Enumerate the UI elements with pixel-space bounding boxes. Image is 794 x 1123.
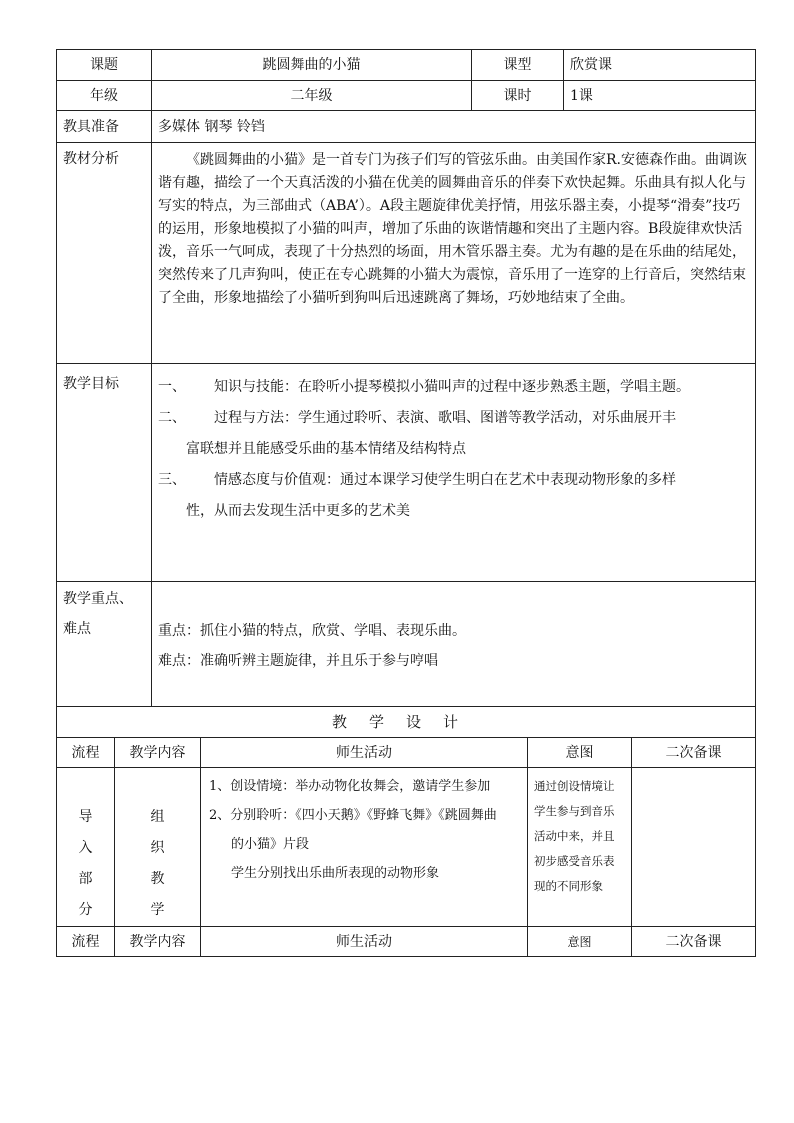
design-table (56, 706, 756, 957)
goal-number: 一、 (158, 379, 186, 395)
goal-number: 三、 (158, 472, 186, 488)
keypoints-label (57, 582, 152, 707)
analysis-text: 《跳圆舞曲的小猫》是一首专门为孩子们写的管弦乐曲。由美国作家R.安德森作曲。曲调诙谐有趣，描绘了一个天真活泼的小猫在优美的圆舞曲音乐的伴奏下欢快起舞。乐曲具有拟人化与写实的特点，为三部曲式（ABA’）。A段主题旋律优美抒情，用弦乐器主奏，小提琴“滑奏”技巧的运用，形象地模拟了小猫的叫声，增加了乐曲的诙谐情趣和突出了主题内容。B段旋律欢快活泼，音乐一气呵成，表现了十分热烈的场面，用木管乐器主奏。尤为有趣的是在乐曲的结尾处，突然传来了几声狗叫，使正在专心跳舞的小猫大为震惊，音乐用了一连穿的上行音后，突然结束了全曲，形象地描绘了小猫听到狗叫后迅速跳离了舞场，巧妙地结束了全曲。 (158, 152, 747, 306)
goal-continuation: 富联想并且能感受乐曲的基本情绪及结构特点 (186, 441, 466, 457)
process-char: 导 (78, 809, 93, 825)
footer-col-activity: 师生活动 (201, 927, 528, 957)
revision-cell (632, 768, 756, 927)
key-point: 重点：抓住小猫的特点，欣赏、学唱、表现乐曲。 (158, 623, 466, 639)
intent-line: 学生参与到音乐 (534, 804, 615, 818)
activity-line: 2、分别聆听：《四小天鹅》《野蜂飞舞》《跳圆舞曲 (209, 808, 497, 823)
goals-label: 教学目标 (57, 364, 152, 582)
type-label: 课型 (472, 50, 564, 81)
process-char: 分 (78, 902, 93, 918)
content-char: 组 (150, 809, 165, 825)
analysis-body (152, 143, 756, 364)
activity-line: 1、创设情境：举办动物化妆舞会，邀请学生参加 (209, 779, 491, 794)
intent-line: 通过创设情境让 (534, 779, 615, 793)
keypoints-label-line1: 教学重点、 (63, 591, 133, 607)
process-cell (57, 768, 115, 927)
content-cell (115, 768, 201, 927)
type-value: 欣赏课 (564, 50, 756, 81)
goals-body (152, 364, 756, 582)
topic-value: 跳圆舞曲的小猫 (152, 50, 472, 81)
design-title: 教学设计 (57, 707, 756, 738)
footer-col-intent: 意图 (528, 927, 632, 957)
keypoints-label-line2: 难点 (63, 621, 91, 637)
content-char: 学 (150, 902, 165, 918)
col-content: 教学内容 (115, 738, 201, 768)
goal-text: 过程与方法：学生通过聆听、表演、歌唱、图谱等教学活动，对乐曲展开丰 (214, 410, 676, 426)
intent-line: 初步感受音乐表 (534, 854, 615, 868)
goal-text: 知识与技能：在聆听小提琴模拟小猫叫声的过程中逐步熟悉主题，学唱主题。 (214, 379, 690, 395)
intent-line: 现的不同形象 (534, 879, 603, 893)
hours-label: 课时 (472, 81, 564, 111)
grade-label: 年级 (57, 81, 152, 111)
hours-value: 1课 (564, 81, 756, 111)
col-revision: 二次备课 (632, 738, 756, 768)
materials-label: 教具准备 (57, 111, 152, 143)
intent-line: 活动中来，并且 (534, 829, 615, 843)
lesson-plan-table (56, 49, 756, 707)
col-process: 流程 (57, 738, 115, 768)
process-char: 入 (78, 840, 93, 856)
activity-cell (201, 768, 528, 927)
activity-line: 学生分别找出乐曲所表现的动物形象 (231, 866, 440, 881)
difficulty-point: 难点：准确听辨主题旋律，并且乐于参与哼唱 (158, 653, 438, 669)
lesson-plan (56, 49, 755, 957)
process-char: 部 (78, 871, 93, 887)
grade-value: 二年级 (152, 81, 472, 111)
goal-item (158, 465, 747, 496)
content-char: 教 (150, 871, 165, 887)
footer-col-revision: 二次备课 (632, 927, 756, 957)
goal-number: 二、 (158, 410, 186, 426)
goal-item (158, 403, 747, 434)
materials-value: 多媒体 钢琴 铃铛 (152, 111, 756, 143)
col-intent: 意图 (528, 738, 632, 768)
goal-continuation: 性，从而去发现生活中更多的艺术美 (186, 503, 410, 519)
col-activity: 师生活动 (201, 738, 528, 768)
footer-col-content: 教学内容 (115, 927, 201, 957)
content-char: 织 (150, 840, 165, 856)
intent-cell (528, 768, 632, 927)
topic-label: 课题 (57, 50, 152, 81)
goal-item (158, 372, 747, 403)
goal-text: 情感态度与价值观：通过本课学习使学生明白在艺术中表现动物形象的多样 (214, 472, 676, 488)
keypoints-body (152, 582, 756, 707)
activity-line: 的小猫》片段 (231, 837, 310, 852)
analysis-label: 教材分析 (57, 143, 152, 364)
footer-col-process: 流程 (57, 927, 115, 957)
